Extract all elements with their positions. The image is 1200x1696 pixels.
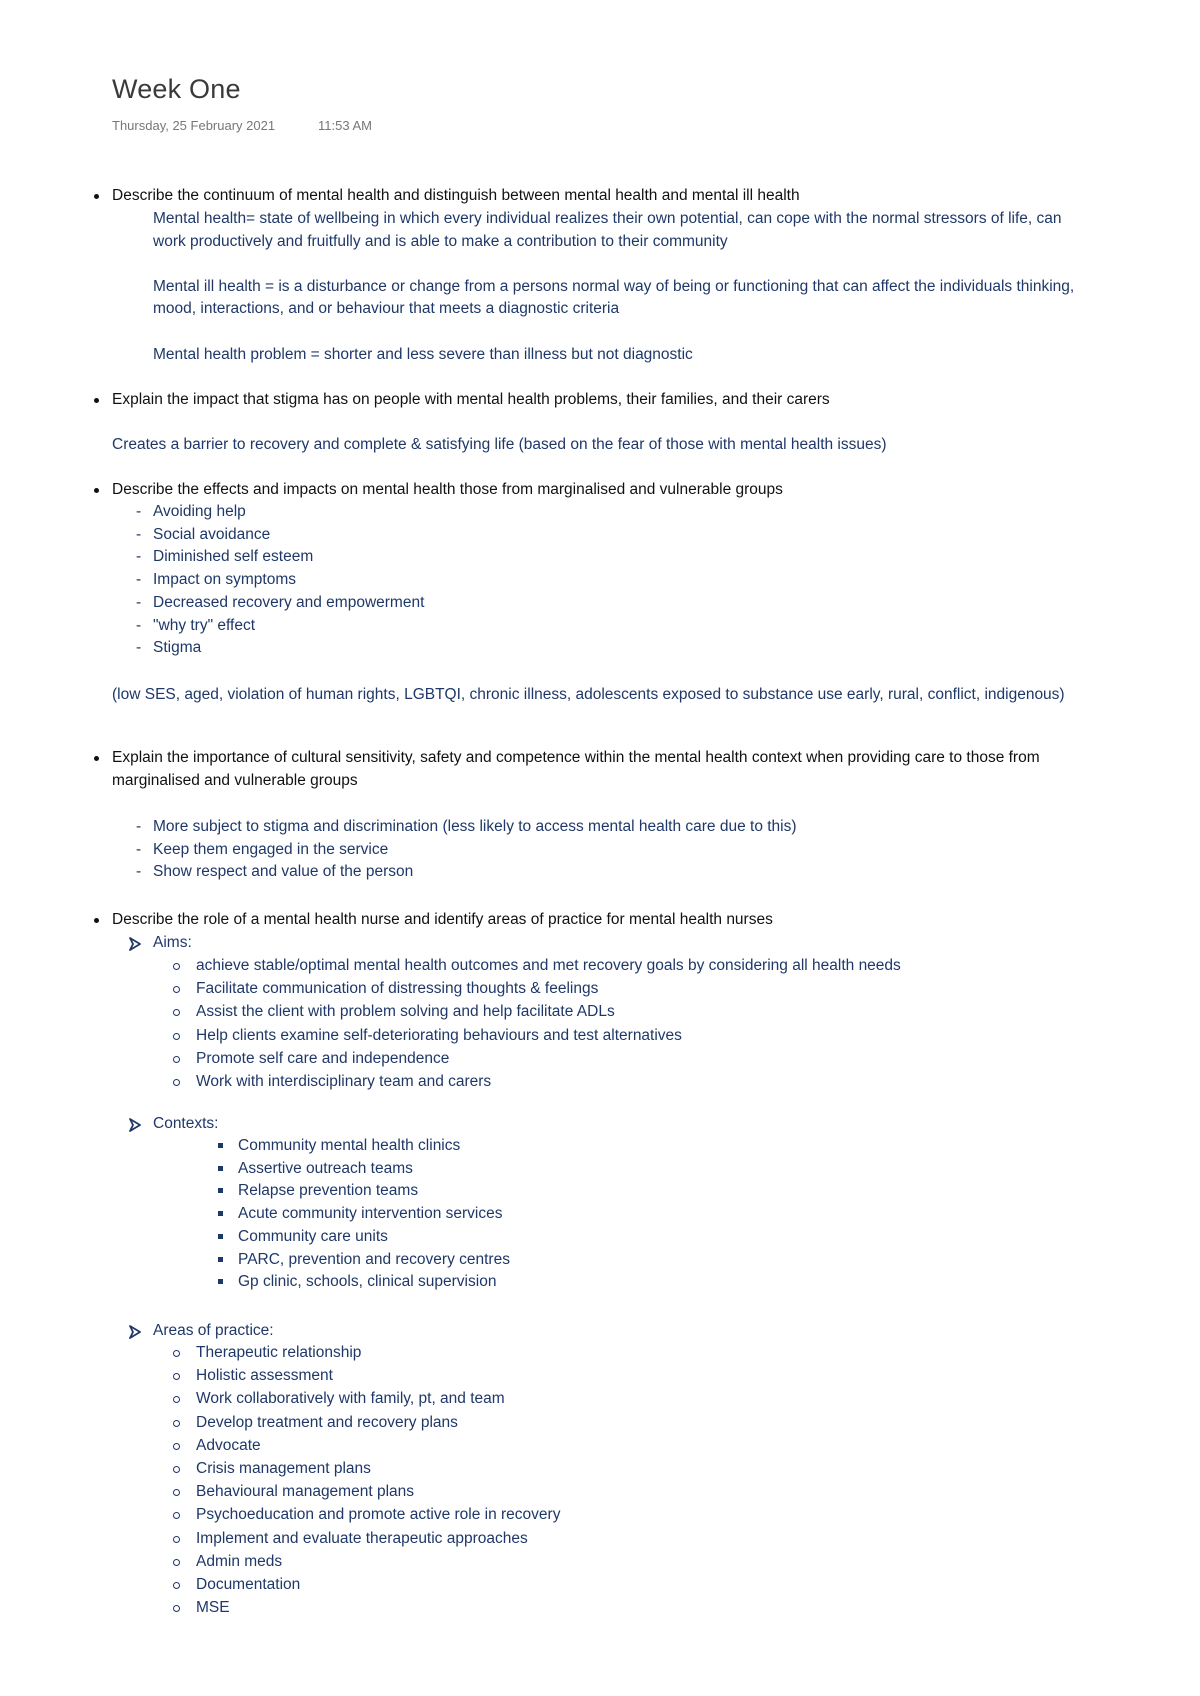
dash-bullet-icon: - (136, 525, 142, 543)
circle-bullet-icon (173, 1009, 180, 1016)
square-bullet-icon (218, 1279, 223, 1284)
bullet-icon (94, 488, 99, 493)
page-date: Thursday, 25 February 2021 (112, 118, 276, 133)
list-item: Therapeutic relationship (196, 1344, 362, 1361)
square-bullet-icon (218, 1166, 223, 1171)
list-item: MSE (196, 1599, 230, 1617)
list-item: Psychoeducation and promote active role in recovery (196, 1506, 561, 1524)
list-item: Community mental health clinics (238, 1137, 461, 1154)
square-bullet-icon (218, 1234, 223, 1239)
list-item: Crisis management plans (196, 1460, 371, 1477)
dash-bullet-icon: - (136, 639, 142, 657)
question-2: Explain the impact that stigma has on people with mental health problems, their families, and their carers (112, 391, 830, 408)
dash-bullet-icon: - (136, 593, 142, 611)
list-item: Implement and evaluate therapeutic approaches (196, 1529, 528, 1547)
mental-ill-health-definition: Mental ill health = is a disturbance or change from a persons normal way of being or functioning that can affect the individuals thinking, (153, 278, 1075, 295)
list-item: More subject to stigma and discrimination (less likely to access mental health care due to this) (153, 818, 797, 835)
question-1: Describe the continuum of mental health and distinguish between mental health and mental ill health (112, 187, 800, 204)
list-item: PARC, prevention and recovery centres (238, 1250, 510, 1268)
dash-bullet-icon: - (136, 571, 142, 589)
areas-label: Areas of practice: (153, 1322, 274, 1339)
page-time: 11:53 AM (318, 118, 372, 133)
square-bullet-icon (218, 1211, 223, 1216)
dash-bullet-icon: - (136, 818, 142, 835)
bullet-icon (94, 756, 99, 761)
circle-bullet-icon (173, 1559, 180, 1566)
list-item: Develop treatment and recovery plans (196, 1413, 458, 1431)
circle-bullet-icon (173, 1350, 180, 1357)
question-5: Describe the role of a mental health nurse and identify areas of practice for mental health nurses (112, 911, 773, 928)
arrow-bullet-icon (128, 1325, 142, 1339)
list-item: Acute community intervention services (238, 1205, 503, 1223)
circle-bullet-icon (173, 986, 180, 993)
list-item: Holistic assessment (196, 1367, 333, 1385)
circle-bullet-icon (173, 1033, 180, 1040)
list-item: Relapse prevention teams (238, 1182, 419, 1200)
list-item: achieve stable/optimal mental health outcomes and met recovery goals by considering all health needs (196, 957, 901, 974)
circle-bullet-icon (173, 1079, 180, 1086)
circle-bullet-icon (173, 1489, 180, 1496)
question-4-cont: marginalised and vulnerable groups (112, 772, 358, 789)
mental-health-definition: Mental health= state of wellbeing in which every individual realizes their own potential, can cope with the normal stressors of life, can (153, 210, 1062, 227)
list-item: Community care units (238, 1227, 388, 1245)
list-item: Work collaboratively with family, pt, and team (196, 1390, 505, 1408)
circle-bullet-icon (173, 1536, 180, 1543)
circle-bullet-icon (173, 1056, 180, 1063)
list-item: Decreased recovery and empowerment (153, 593, 425, 611)
circle-bullet-icon (173, 1420, 180, 1427)
square-bullet-icon (218, 1257, 223, 1262)
page-title: Week One (112, 74, 241, 104)
dash-bullet-icon: - (136, 616, 142, 634)
circle-bullet-icon (173, 963, 180, 970)
circle-bullet-icon (173, 1605, 180, 1612)
bullet-icon (94, 918, 99, 923)
vulnerable-groups-note: (low SES, aged, violation of human rights, LGBTQI, chronic illness, adolescents exposed to substance use early, rural, conflict, indigenous) (112, 686, 1065, 703)
list-item: Show respect and value of the person (153, 863, 414, 880)
question-4: Explain the importance of cultural sensitivity, safety and competence within the mental health context when providing care to those from (112, 749, 1040, 766)
list-item: Assist the client with problem solving and help facilitate ADLs (196, 1003, 615, 1021)
arrow-bullet-icon (128, 937, 142, 951)
square-bullet-icon (218, 1188, 223, 1193)
bullet-icon (94, 194, 99, 199)
list-item: Diminished self esteem (153, 548, 314, 566)
list-item: Keep them engaged in the service (153, 840, 389, 858)
list-item: Impact on symptoms (153, 571, 296, 589)
list-item: Avoiding help (153, 503, 246, 520)
stigma-answer: Creates a barrier to recovery and complete & satisfying life (based on the fear of those with mental health issues) (112, 436, 887, 453)
list-item: Behavioural management plans (196, 1483, 414, 1501)
circle-bullet-icon (173, 1396, 180, 1403)
dash-bullet-icon: - (136, 503, 142, 520)
list-item: Social avoidance (153, 525, 271, 543)
list-item: Admin meds (196, 1552, 283, 1570)
circle-bullet-icon (173, 1373, 180, 1380)
list-item: Advocate (196, 1436, 261, 1454)
bullet-icon (94, 398, 99, 403)
list-item: Facilitate communication of distressing thoughts & feelings (196, 980, 599, 998)
mental-health-definition-cont: work productively and fruitfully and is able to make a contribution to their community (153, 233, 728, 250)
mental-health-problem-definition: Mental health problem = shorter and less severe than illness but not diagnostic (153, 346, 693, 363)
dash-bullet-icon: - (136, 863, 142, 880)
square-bullet-icon (218, 1143, 223, 1148)
question-3: Describe the effects and impacts on mental health those from marginalised and vulnerable groups (112, 481, 783, 498)
list-item: Assertive outreach teams (238, 1159, 413, 1177)
list-item: Stigma (153, 639, 202, 657)
mental-ill-health-definition-cont: mood, interactions, and or behaviour that meets a diagnostic criteria (153, 300, 620, 317)
dash-bullet-icon: - (136, 548, 142, 566)
dash-bullet-icon: - (136, 840, 142, 858)
list-item: Gp clinic, schools, clinical supervision (238, 1273, 497, 1291)
arrow-bullet-icon (128, 1118, 142, 1132)
list-item: "why try" effect (153, 616, 256, 634)
circle-bullet-icon (173, 1466, 180, 1473)
circle-bullet-icon (173, 1582, 180, 1589)
circle-bullet-icon (173, 1512, 180, 1519)
circle-bullet-icon (173, 1443, 180, 1450)
list-item: Help clients examine self-deteriorating behaviours and test alternatives (196, 1026, 682, 1044)
list-item: Promote self care and independence (196, 1049, 450, 1067)
contexts-label: Contexts: (153, 1115, 219, 1132)
list-item: Work with interdisciplinary team and carers (196, 1073, 492, 1090)
aims-label: Aims: (153, 934, 192, 951)
list-item: Documentation (196, 1576, 301, 1593)
